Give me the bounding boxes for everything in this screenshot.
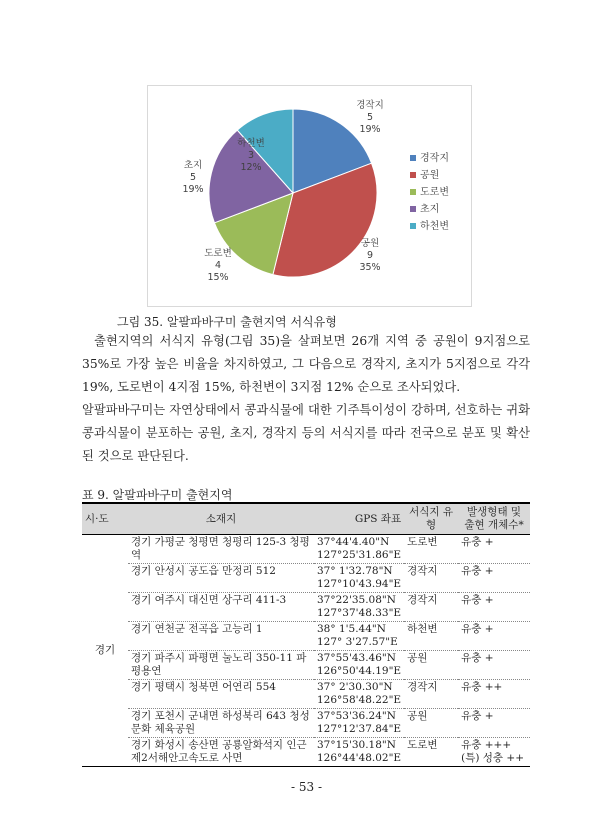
header-occurrence: 발생형태 및 출현 개체수* xyxy=(458,503,530,535)
header-gps: GPS 좌표 xyxy=(314,503,404,535)
habitat-cell: 하천변 xyxy=(404,622,458,651)
habitat-cell: 경작지 xyxy=(404,680,458,709)
habitat-cell: 경작지 xyxy=(404,564,458,593)
slice-label: 하천변 xyxy=(237,138,265,149)
slice-label: 초지 xyxy=(183,160,203,171)
gps-cell: 37°55'43.46"N 126°50'44.19"E xyxy=(314,651,404,680)
occurrence-cell: 유충 + xyxy=(458,593,530,622)
habitat-cell: 도로변 xyxy=(404,535,458,564)
slice-label: 15% xyxy=(207,272,229,283)
table-row xyxy=(82,651,530,680)
occurrence-cell: 유충 + xyxy=(458,651,530,680)
page-number: - 53 - xyxy=(290,780,322,794)
legend-label: 초지 xyxy=(420,204,440,215)
paragraph: 출현지역의 서식지 유형(그림 35)을 살펴보면 26개 지역 중 공원이 9지점으로 35%로 가장 높은 비율을 차지하였고, 그 다음으로 경작지, 초지가 5지점으로 각각 19%, 도로변이 4지점 15%, 하천변이 3지점 12% 순으로 조사되었다. xyxy=(82,334,530,394)
slice-label: 35% xyxy=(359,262,381,273)
legend-label: 경작지 xyxy=(420,153,449,164)
table-title: 표 9. 알팔파바구미 출현지역 xyxy=(82,488,233,502)
table-row xyxy=(82,535,530,564)
location-cell: 경기 포천시 군내면 하성북리 643 청성문화 체육공원 xyxy=(128,709,314,738)
table-row xyxy=(82,680,530,709)
gps-cell: 37°22'35.08"N 127°37'48.33"E xyxy=(314,593,404,622)
location-cell: 경기 평택시 청북면 어연리 554 xyxy=(128,680,314,709)
slice-label: 3 xyxy=(247,150,255,161)
occurrence-cell: 유충 ++ xyxy=(458,680,530,709)
table-row xyxy=(82,593,530,622)
legend-swatch xyxy=(410,223,416,229)
habitat-cell: 공원 xyxy=(404,709,458,738)
gps-cell: 37°44'4.40"N 127°25'31.86"E xyxy=(314,535,404,564)
slice-label: 경작지 xyxy=(356,100,384,111)
habitat-cell: 경작지 xyxy=(404,593,458,622)
paragraph: 알팔파바구미는 자연상태에서 콩과식물에 대한 기주특이성이 강하며, 선호하는 귀화 콩과식물이 분포하는 공원, 초지, 경작지 등의 서식지를 따라 전국으로 분포 및 확산된 것으로 판단된다. xyxy=(82,403,530,463)
gps-cell: 37° 1'32.78"N 127°10'43.94"E xyxy=(314,564,404,593)
pie-chart xyxy=(147,85,472,307)
location-cell: 경기 파주시 파평면 눌노리 350-11 파평용연 xyxy=(128,651,314,680)
slice-label: 공원 xyxy=(360,238,380,249)
legend-label: 하천변 xyxy=(420,221,449,232)
location-cell: 경기 연천군 전곡읍 고능리 1 xyxy=(128,622,314,651)
body-text xyxy=(82,330,530,468)
location-cell: 경기 가평군 청평면 청평리 125-3 청평역 xyxy=(128,535,314,564)
legend-label: 도로변 xyxy=(420,187,449,198)
legend-swatch xyxy=(410,155,416,161)
table-row xyxy=(82,622,530,651)
habitat-cell: 공원 xyxy=(404,651,458,680)
slice-label: 4 xyxy=(214,260,222,271)
slice-label: 5 xyxy=(189,172,197,183)
slice-label: 도로변 xyxy=(204,248,232,259)
legend-swatch xyxy=(410,172,416,178)
occurrence-cell: 유충 +++(특) 성충 ++ xyxy=(458,738,530,767)
legend-swatch xyxy=(410,189,416,195)
slice-label: 19% xyxy=(359,124,381,135)
location-cell: 경기 여주시 대신면 상구리 411-3 xyxy=(128,593,314,622)
slice-label: 9 xyxy=(366,250,374,261)
figure-caption: 그림 35. 알팔파바구미 출현지역 서식유형 xyxy=(117,315,337,329)
occurrence-table xyxy=(82,502,530,767)
slice-label: 5 xyxy=(366,112,374,123)
gps-cell: 38° 1'5.44"N 127° 3'27.57"E xyxy=(314,622,404,651)
table-row xyxy=(82,564,530,593)
slice-label: 19% xyxy=(182,184,204,195)
header-location: 소재지 xyxy=(128,503,314,535)
gps-cell: 37°15'30.18"N 126°44'48.02"E xyxy=(314,738,404,767)
habitat-cell: 도로변 xyxy=(404,738,458,767)
legend-label: 공원 xyxy=(420,170,440,181)
header-habitat: 서식지 유형 xyxy=(404,503,458,535)
slice-label: 12% xyxy=(240,162,262,173)
legend-swatch xyxy=(410,206,416,212)
gps-cell: 37° 2'30.30"N 126°58'48.22"E xyxy=(314,680,404,709)
location-cell: 경기 안성시 공도읍 만정리 512 xyxy=(128,564,314,593)
occurrence-cell: 유충 + xyxy=(458,622,530,651)
occurrence-cell: 유충 + xyxy=(458,564,530,593)
occurrence-cell: 유충 + xyxy=(458,535,530,564)
table-row xyxy=(82,738,530,767)
table-row xyxy=(82,709,530,738)
header-sido: 시·도 xyxy=(82,503,128,535)
occurrence-cell: 유충 + xyxy=(458,709,530,738)
location-cell: 경기 화성시 송산면 공룡알화석지 인근 제2서해안고속도로 사면 xyxy=(128,738,314,767)
gps-cell: 37°53'36.24"N 127°12'37.84"E xyxy=(314,709,404,738)
sido-cell: 경기 xyxy=(82,535,128,767)
